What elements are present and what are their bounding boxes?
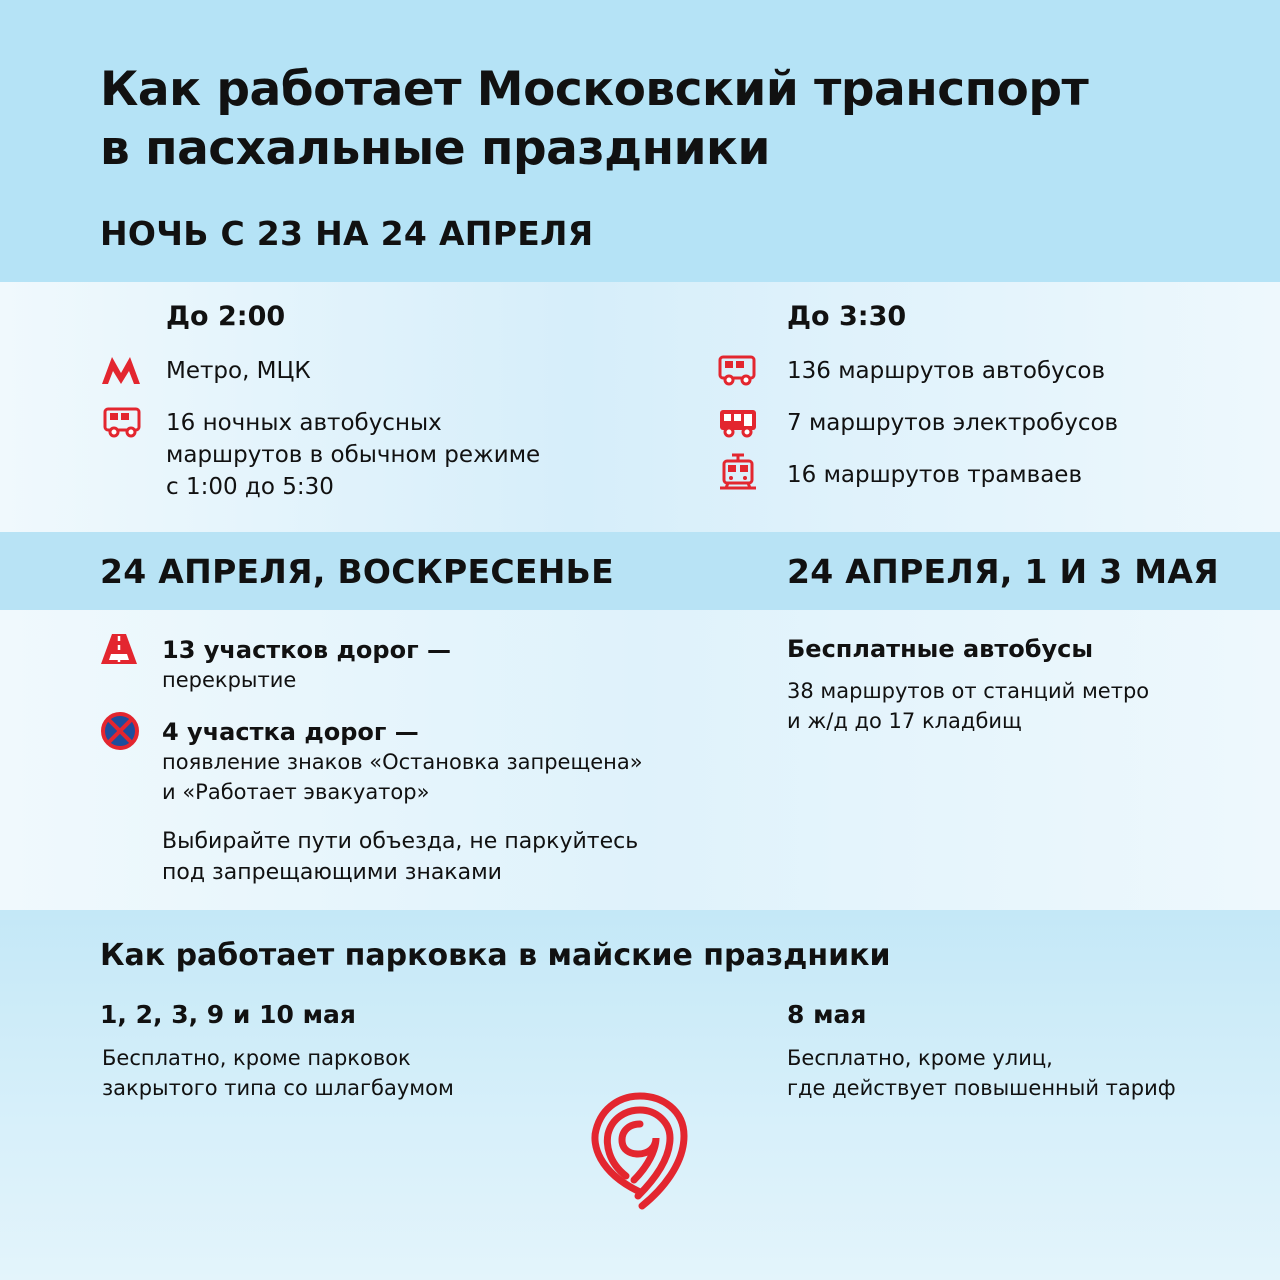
free-bus-line-2: и ж/д до 17 кладбищ [787,709,1022,733]
road-item-2 [162,717,742,807]
parking-right-line-1: Бесплатно, кроме улиц, [787,1046,1053,1070]
night-left-item-2-line-2: маршрутов в обычном режиме [166,442,541,468]
free-bus-block [787,634,1247,736]
parking-heading: Как работает парковка в майские праздники [100,938,891,973]
night-left-item-2-line-3: с 1:00 до 5:30 [166,474,334,500]
road-item-1 [162,635,722,695]
detour-advice-line-2: под запрещающими знаками [162,860,502,885]
road-item-2-line-1: появление знаков «Остановка запрещена» [162,750,643,774]
road-closure-icon [100,632,138,666]
parking-left [100,1000,580,1103]
night-right-item-3: 16 маршрутов трамваев [787,462,1083,488]
night-right-item-1: 136 маршрутов автобусов [787,358,1106,384]
night-left-item-2 [166,407,606,503]
night-left-time: До 2:00 [166,301,286,332]
page-title [100,60,1100,178]
parking-right-line-2: где действует повышенный тариф [787,1076,1176,1100]
bus-icon [103,406,143,438]
parking-right [787,1000,1257,1103]
parking-left-line-1: Бесплатно, кроме парковок [102,1046,411,1070]
road-item-2-line-2: и «Работает эвакуатор» [162,780,430,804]
bus-icon [718,354,758,386]
road-item-2-title: 4 участка дорог — [162,718,419,746]
tram-icon [718,453,758,491]
title-line-2: в пасхальные праздники [100,121,770,176]
sunday-heading-right: 24 АПРЕЛЯ, 1 И 3 МАЯ [787,552,1219,591]
night-left-item-2-line-1: 16 ночных автобусных [166,410,442,436]
detour-advice-line-1: Выбирайте пути объезда, не паркуйтесь [162,829,639,854]
sunday-heading-left: 24 АПРЕЛЯ, ВОСКРЕСЕНЬЕ [100,552,614,591]
night-right-time: До 3:30 [787,301,907,332]
night-heading: НОЧЬ С 23 НА 24 АПРЕЛЯ [100,214,594,253]
detour-advice [162,826,742,888]
night-left-item-1: Метро, МЦК [166,358,311,384]
road-item-1-title: 13 участков дорог — [162,636,451,664]
parking-left-dates: 1, 2, 3, 9 и 10 мая [100,1000,356,1029]
no-stopping-sign-icon [101,712,139,750]
road-item-1-text: перекрытие [162,668,297,692]
night-right-item-2: 7 маршрутов электробусов [787,410,1119,436]
free-bus-title: Бесплатные автобусы [787,635,1094,663]
metro-icon [101,354,141,386]
parking-right-dates: 8 мая [787,1000,867,1029]
title-line-1: Как работает Московский транспорт [100,62,1089,117]
parking-left-line-2: закрытого типа со шлагбаумом [102,1076,454,1100]
electrobus-icon [718,406,758,438]
free-bus-line-1: 38 маршрутов от станций метро [787,679,1150,703]
transport-logo-icon [590,1092,690,1210]
